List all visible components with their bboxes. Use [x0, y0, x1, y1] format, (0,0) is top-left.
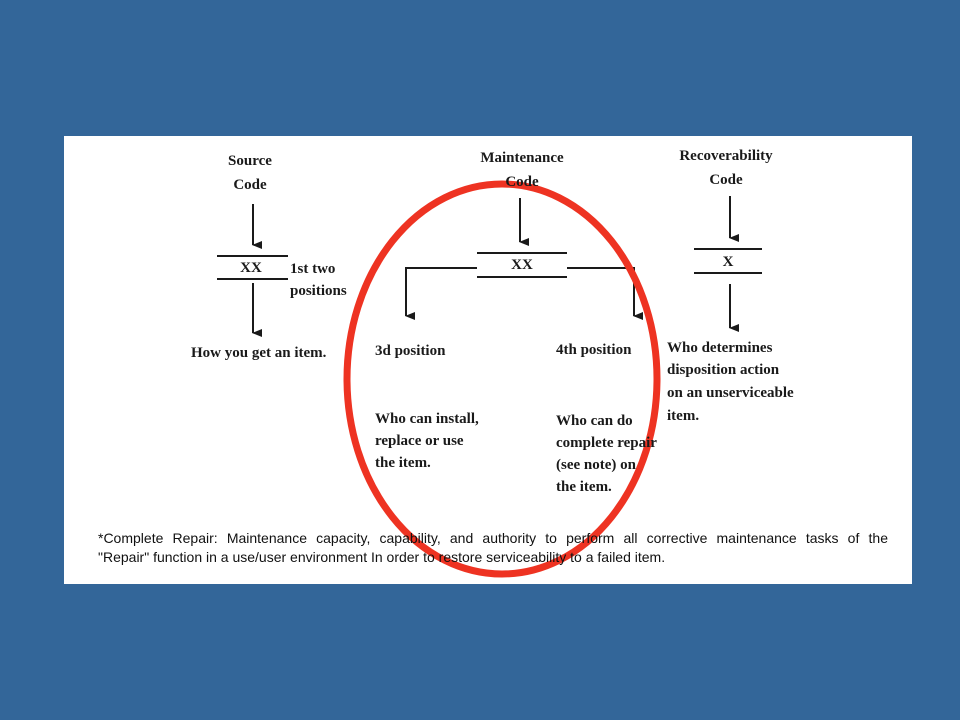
source-code-value: XX [240, 260, 262, 276]
recoverability-line4: item. [667, 408, 700, 424]
highlight-ellipse [347, 184, 657, 574]
maintenance-branch-left [406, 268, 477, 316]
recoverability-line3: on an unserviceable [667, 385, 794, 401]
maintenance-title-line2: Code [505, 174, 539, 190]
maintenance-code-value: XX [511, 257, 533, 273]
third-position-heading: 3d position [375, 343, 446, 359]
fourth-position-line4: the item. [556, 479, 612, 495]
source-side-line1: 1st two [290, 261, 336, 277]
recoverability-title-line1: Recoverability [679, 148, 773, 164]
source-side-line2: positions [290, 283, 347, 299]
third-position-line1: Who can install, [375, 411, 479, 427]
fourth-position-heading: 4th position [556, 342, 632, 358]
third-position-line3: the item. [375, 455, 431, 471]
third-position-line2: replace or use [375, 433, 464, 449]
source-description: How you get an item. [191, 345, 327, 361]
fourth-position-line2: complete repair [556, 435, 657, 451]
maintenance-title-line1: Maintenance [480, 150, 564, 166]
diagram-panel [64, 136, 912, 584]
recoverability-code-value: X [722, 254, 734, 270]
recoverability-line2: disposition action [667, 362, 780, 378]
note-line1: *Complete Repair: Maintenance capacity, capability, and authority to perform all corrective maintenance tasks of the [98, 530, 888, 546]
note-line2: "Repair" function in a use/user environment In order to restore serviceability to a failed item. [98, 549, 666, 565]
fourth-position-line3: (see note) on [556, 457, 636, 473]
recoverability-line1: Who determines [667, 340, 773, 356]
source-title-line1: Source [228, 153, 272, 169]
maintenance-branch-right [567, 268, 634, 316]
recoverability-title-line2: Code [709, 172, 743, 188]
source-title-line2: Code [233, 177, 267, 193]
complete-repair-note [98, 529, 888, 567]
fourth-position-line1: Who can do [556, 413, 633, 429]
